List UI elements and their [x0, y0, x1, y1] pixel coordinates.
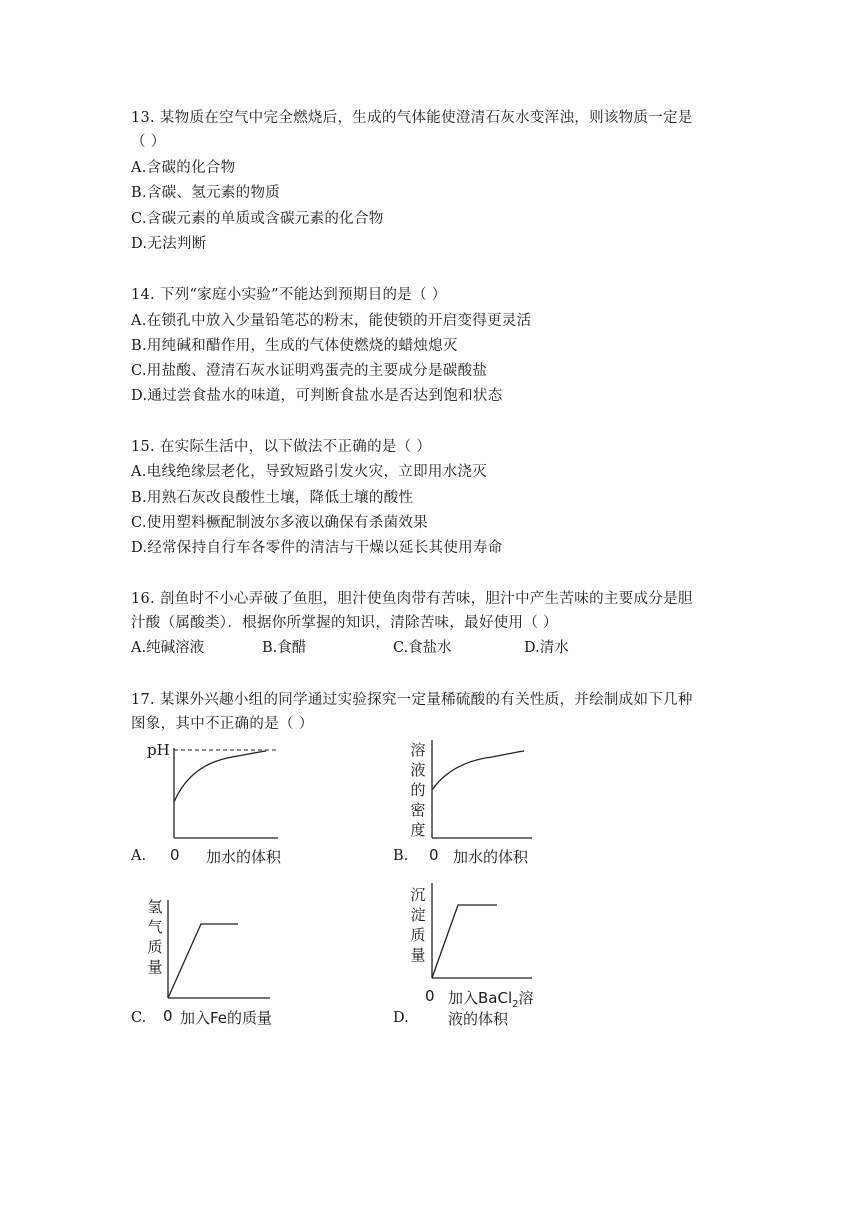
- graph-d-curve: [432, 905, 497, 978]
- q16-option-c: C.食盐水: [393, 640, 452, 656]
- q16-option-b: B.食醋: [262, 640, 307, 656]
- graph-d-xlabel-line2: 液的体积: [448, 1010, 509, 1028]
- graph-c-xlabel: 加入Fe的质量: [180, 1009, 273, 1027]
- q15-option-d: D.经常保持自行车各零件的清洁与干燥以延长其使用寿命: [131, 540, 503, 556]
- graph-a-option-label: A.: [131, 848, 147, 864]
- q13-option-b: B.含碳、氢元素的物质: [131, 185, 281, 201]
- q13-option-a: A.含碳的化合物: [131, 160, 236, 176]
- graph-a-xlabel: 加水的体积: [206, 848, 282, 866]
- graph-b-ylabel: 溶液的密度: [410, 741, 426, 839]
- q17-stem-line1: 17. 某课外兴趣小组的同学通过实验探究一定量稀硫酸的有关性质，并绘制成如下几种: [131, 692, 693, 708]
- q14-option-c: C.用盐酸、澄清石灰水证明鸡蛋壳的主要成分是碳酸盐: [131, 363, 488, 379]
- graph-d-xlabel: 加入BaCl$_2$溶: [448, 989, 534, 1010]
- graph-b-option-label: B.: [393, 848, 409, 864]
- q16-stem-line1: 16. 剖鱼时不小心弄破了鱼胆，胆汁使鱼肉带有苦味，胆汁中产生苦味的主要成分是胆: [131, 591, 693, 607]
- graph-d-origin: 0: [425, 987, 435, 1005]
- q13-stem-line1: 13. 某物质在空气中完全燃烧后，生成的气体能使澄清石灰水变浑浊，则该物质一定是: [131, 110, 693, 126]
- q14-option-b: B.用纯碱和醋作用，生成的气体使燃烧的蜡烛熄灭: [131, 338, 458, 354]
- q15-option-a: A.电线绝缘层老化，导致短路引发火灾，立即用水浇灭: [131, 464, 488, 480]
- graph-b-xlabel: 加水的体积: [453, 848, 529, 866]
- q14-stem-line1: 14. 下列“家庭小实验”不能达到预期目的是（ ）: [131, 287, 447, 303]
- q17-stem-line2: 图象，其中不正确的是（ ）: [131, 716, 314, 732]
- q13-option-c: C.含碳元素的单质或含碳元素的化合物: [131, 211, 384, 227]
- q15-stem-line1: 15. 在实际生活中，以下做法不正确的是（ ）: [131, 439, 432, 455]
- graph-c-option-label: C.: [131, 1010, 147, 1026]
- q15-option-b: B.用熟石灰改良酸性土壤，降低土壤的酸性: [131, 490, 414, 506]
- graph-b-origin: 0: [429, 846, 439, 864]
- q13-stem-line2: （ ）: [131, 134, 166, 150]
- graph-c-ylabel: 氢气质量: [147, 898, 163, 976]
- q16-option-a: A.纯碱溶液: [131, 640, 205, 656]
- graph-d-option-label: D.: [393, 1010, 409, 1026]
- q16-stem-line2: 汁酸（属酸类）．根据你所掌握的知识，清除苦味，最好使用（ ）: [131, 615, 558, 631]
- graph-d-ylabel: 沉淀质量: [410, 886, 426, 964]
- graph-a-ylabel: pH: [147, 741, 170, 759]
- q16-option-d: D.清水: [524, 640, 569, 656]
- q13-option-d: D.无法判断: [131, 236, 207, 252]
- q14-option-d: D.通过尝食盐水的味道，可判断食盐水是否达到饱和状态: [131, 388, 503, 404]
- graph-a-origin: 0: [170, 846, 180, 864]
- q14-option-a: A.在锁孔中放入少量铅笔芯的粉末，能使锁的开启变得更灵活: [131, 313, 532, 329]
- q15-option-c: C.使用塑料橛配制波尔多液以确保有杀菌效果: [131, 515, 428, 531]
- graph-c-origin: 0: [163, 1007, 173, 1025]
